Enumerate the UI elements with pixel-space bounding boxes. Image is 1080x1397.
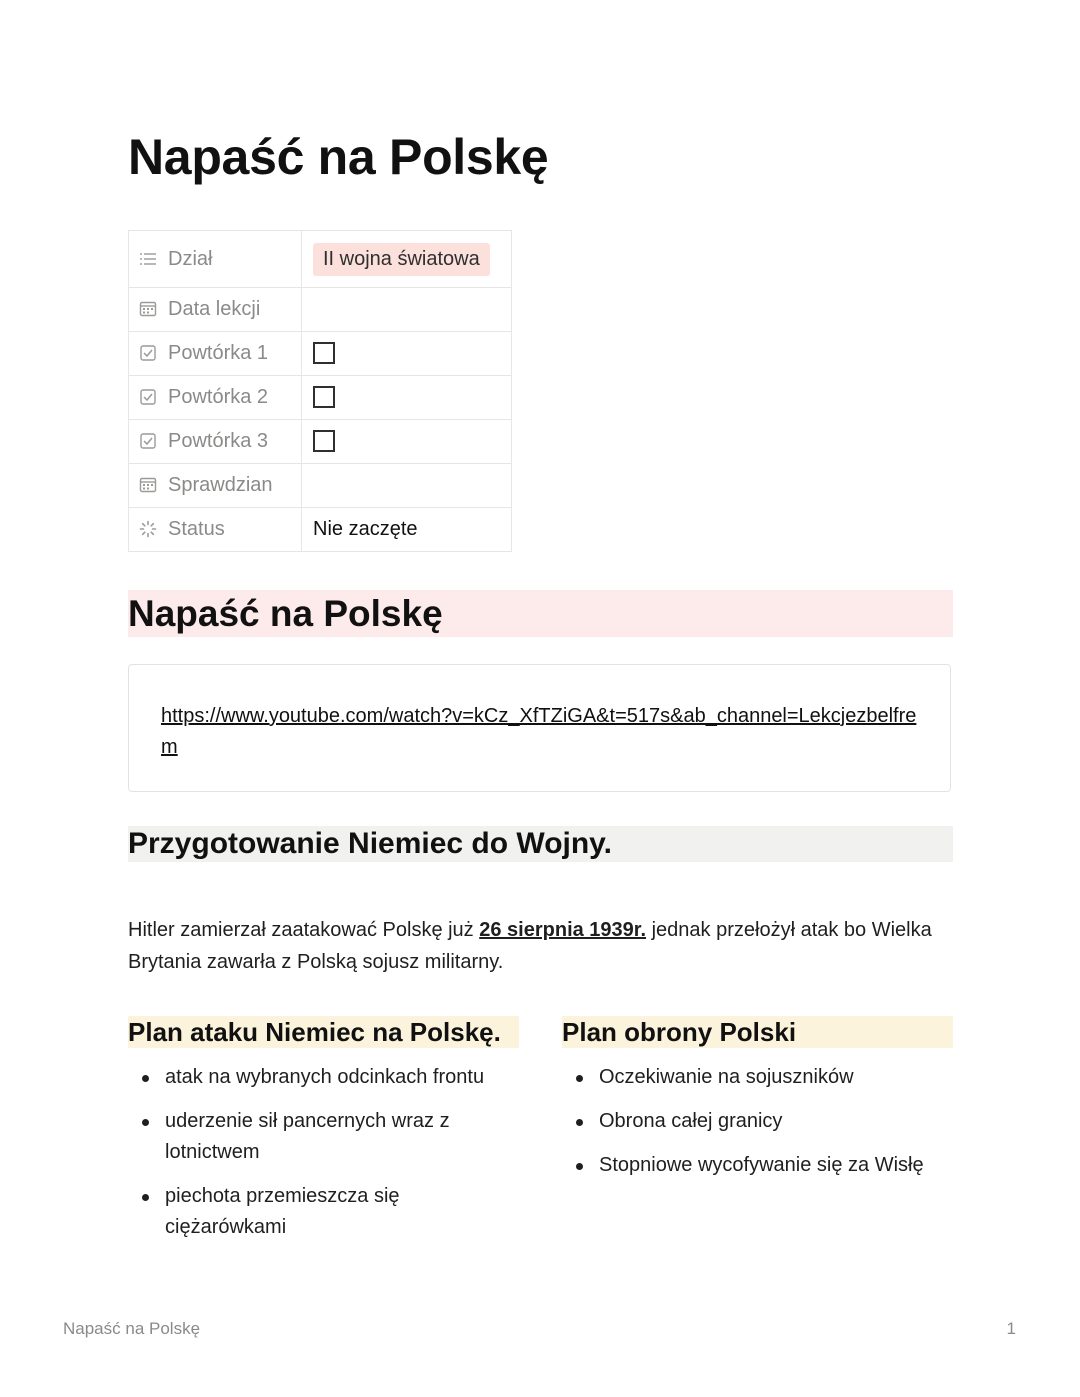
property-value-cell[interactable]	[302, 231, 512, 288]
property-value-cell	[302, 332, 512, 376]
property-label: Data lekcji	[168, 298, 261, 320]
list-item: uderzenie sił pancernych wraz z lotnictwem	[128, 1106, 519, 1168]
property-name-cell[interactable]	[129, 288, 302, 332]
calendar-icon	[139, 300, 157, 318]
property-label: Powtórka 1	[168, 342, 269, 364]
property-label: Powtórka 3	[168, 430, 269, 452]
property-row-dzial	[129, 231, 512, 288]
subheading: Przygotowanie Niemiec do Wojny.	[128, 827, 612, 860]
list-item: atak na wybranych odcinkach frontu	[128, 1062, 519, 1093]
property-label: Dział	[168, 247, 213, 270]
property-name-cell[interactable]	[129, 231, 302, 288]
bookmark-block[interactable]	[128, 664, 951, 792]
property-name-cell[interactable]	[129, 420, 302, 464]
paragraph	[128, 914, 948, 978]
footer-title: Napaść na Polskę	[63, 1319, 201, 1338]
list-item: piechota przemieszcza się ciężarówkami	[128, 1181, 519, 1243]
property-row-sprawdzian	[129, 464, 512, 508]
tag-pill[interactable]: II wojna światowa	[313, 243, 490, 276]
paragraph-date-emphasis: 26 sierpnia 1939r.	[479, 919, 647, 941]
paragraph-text: Hitler zamierzał zaatakować Polskę już	[128, 919, 480, 941]
checkbox[interactable]	[313, 386, 335, 408]
list-item: Obrona całej granicy	[562, 1106, 953, 1137]
property-row-powtorka-1	[129, 332, 512, 376]
calendar-icon	[139, 476, 157, 494]
checkbox[interactable]	[313, 342, 335, 364]
property-row-data-lekcji	[129, 288, 512, 332]
property-value-cell[interactable]	[302, 508, 512, 552]
property-label: Powtórka 2	[168, 386, 269, 408]
paragraph-text: jednak przełożył atak bo Wielka Brytania zawarła z Polską sojusz militarny.	[128, 919, 932, 973]
bookmark-link[interactable]: https://www.youtube.com/watch?v=kCz_XfTZiGA&t=517s&ab_channel=Lekcjezbelfrem	[161, 705, 917, 758]
property-label: Sprawdzian	[168, 474, 273, 496]
list-item: Oczekiwanie na sojuszników	[562, 1062, 953, 1093]
page-number: 1	[1006, 1319, 1016, 1338]
column-left	[128, 1016, 519, 1256]
property-value-cell[interactable]	[302, 288, 512, 332]
status-spinner-icon	[139, 520, 157, 538]
properties-table	[128, 230, 512, 552]
property-row-status	[129, 508, 512, 552]
checkbox-property-icon	[139, 388, 157, 406]
property-value-cell	[302, 420, 512, 464]
property-row-powtorka-2	[129, 376, 512, 420]
property-label: Status	[168, 518, 225, 540]
column-right	[562, 1016, 953, 1194]
list-icon	[139, 250, 157, 268]
property-row-powtorka-3	[129, 420, 512, 464]
column-heading: Plan ataku Niemiec na Polskę.	[128, 1016, 519, 1048]
list-item: Stopniowe wycofywanie się za Wisłę	[562, 1150, 953, 1181]
subheading-block	[128, 826, 953, 862]
checkbox-property-icon	[139, 432, 157, 450]
bullet-list	[128, 1062, 519, 1243]
page-title: Napaść na Polskę	[128, 129, 549, 185]
property-name-cell[interactable]	[129, 376, 302, 420]
status-value: Nie zaczęte	[313, 518, 418, 540]
property-name-cell[interactable]	[129, 508, 302, 552]
column-heading: Plan obrony Polski	[562, 1016, 953, 1048]
property-name-cell[interactable]	[129, 464, 302, 508]
checkbox-property-icon	[139, 344, 157, 362]
property-value-cell[interactable]	[302, 464, 512, 508]
property-value-cell	[302, 376, 512, 420]
bullet-list	[562, 1062, 953, 1181]
section-heading-block	[128, 590, 953, 637]
section-heading: Napaść na Polskę	[128, 592, 443, 634]
property-name-cell[interactable]	[129, 332, 302, 376]
checkbox[interactable]	[313, 430, 335, 452]
